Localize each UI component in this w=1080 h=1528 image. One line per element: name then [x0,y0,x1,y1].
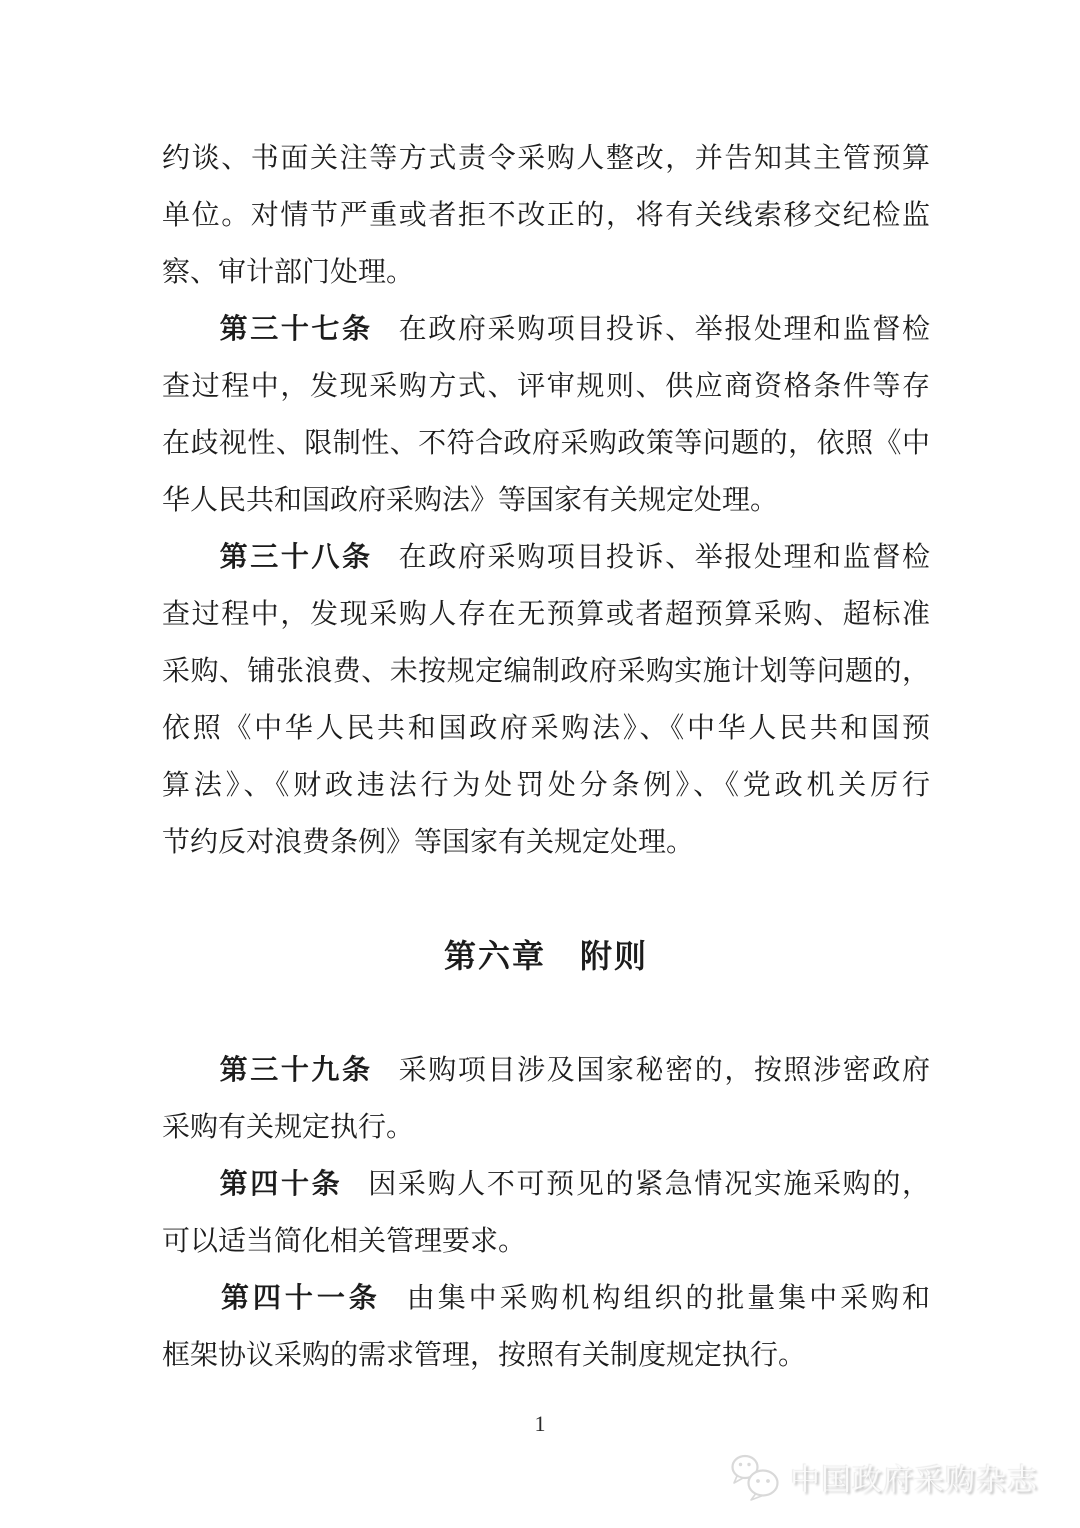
article-number: 第四十条 [218,1169,343,1200]
article-text: 在政府采购项目投诉、举报处理和监督检 [398,314,930,345]
para-line [162,1042,930,1099]
article-text: 由集中采购机构组织的批量集中采购和 [406,1283,930,1314]
para-line: 可以适当简化相关管理要求。 [162,1226,527,1257]
article-number: 第三十七条 [218,314,373,345]
para-line [162,529,930,586]
paragraph-indent [162,337,218,338]
article-text: 采购项目涉及国家秘密的，按照涉密政府 [398,1055,930,1086]
watermark [730,1452,1038,1502]
para-line: 框架协议采购的需求管理，按照有关制度规定执行。 [162,1340,807,1371]
para-line: 查过程中，发现采购人存在无预算或者超预算采购、超标准 [162,599,930,630]
para-line: 采购、铺张浪费、未按规定编制政府采购实施计划等问题的， [162,656,930,687]
page-number: 1 [534,1411,546,1436]
para-line: 采购有关规定执行。 [162,1112,415,1143]
para-line: 查过程中，发现采购方式、评审规则、供应商资格条件等存 [162,371,930,402]
paragraph-indent [162,1192,218,1193]
blank-line [162,871,930,928]
article-text: 在政府采购项目投诉、举报处理和监督检 [398,542,930,573]
wechat-icon [730,1452,780,1502]
para-line: 依照《中华人民共和国政府采购法》、《中华人民共和国预 [162,713,930,744]
para-line: 在歧视性、限制性、不符合政府采购政策等问题的，依照《中 [162,428,930,459]
article-number: 第四十一条 [218,1283,381,1314]
article-number: 第三十九条 [218,1055,373,1086]
article-number: 第三十八条 [218,542,373,573]
para-line: 算法》、《财政违法行为处罚处分条例》、《党政机关厉行 [162,770,930,801]
para-line: 约谈、书面关注等方式责令采购人整改，并告知其主管预算 [162,143,930,174]
paragraph-indent [162,1306,218,1307]
paragraph-indent [162,1078,218,1079]
watermark-text: 中国政府采购杂志 [790,1464,1038,1497]
document-body [162,130,930,1384]
article-text: 因采购人不可预见的紧急情况实施采购的， [368,1169,930,1200]
para-line [162,1270,930,1327]
blank-line [162,985,930,1042]
paragraph-indent [162,565,218,566]
para-line: 察、审计部门处理。 [162,257,415,288]
para-line: 节约反对浪费条例》等国家有关规定处理。 [162,827,695,858]
para-line [162,301,930,358]
para-line [162,1156,930,1213]
para-line: 华人民共和国政府采购法》等国家有关规定处理。 [162,485,779,516]
chapter-heading: 第六章 附则 [443,938,648,974]
para-line: 单位。对情节严重或者拒不改正的，将有关线索移交纪检监 [162,200,930,231]
